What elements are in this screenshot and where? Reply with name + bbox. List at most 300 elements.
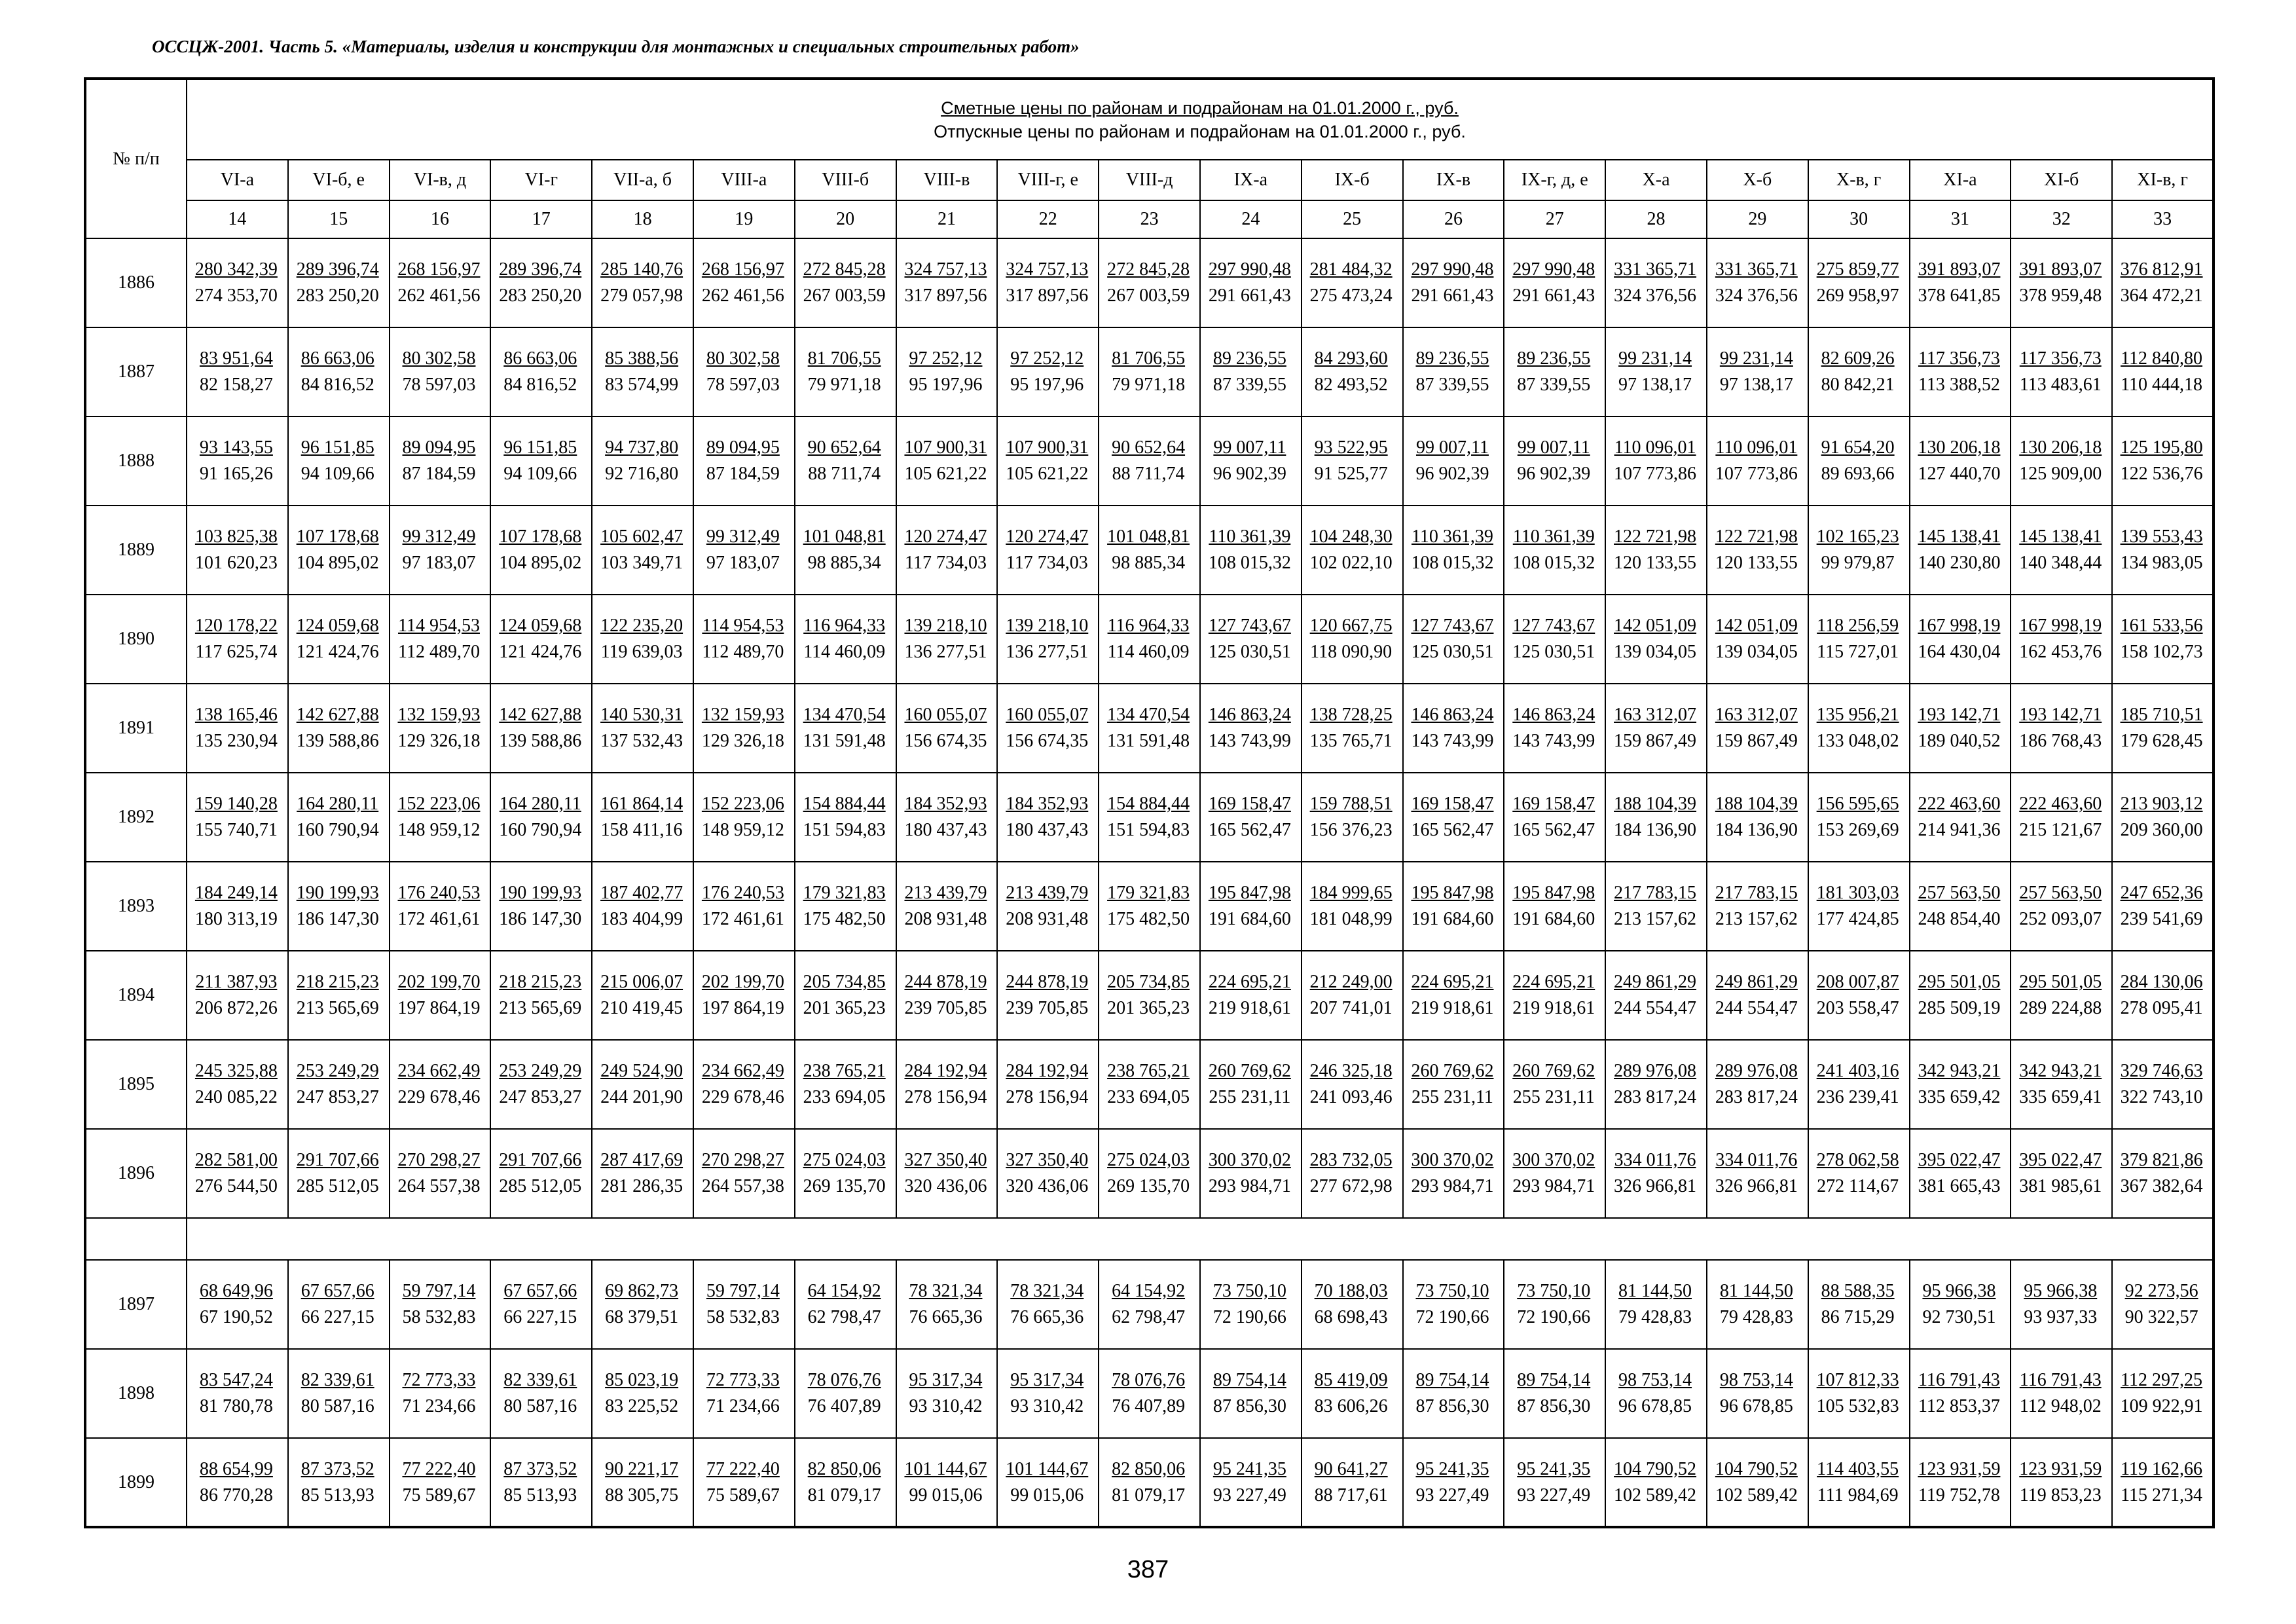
release-price: 93 937,33 <box>2024 1307 2098 1327</box>
price-cell <box>1302 327 1403 416</box>
release-price: 244 554,47 <box>1614 998 1697 1018</box>
price-cell <box>693 862 795 951</box>
release-price: 291 661,43 <box>1411 286 1494 306</box>
release-price: 62 798,47 <box>1112 1307 1186 1327</box>
price-cell <box>1808 327 1910 416</box>
price-cell <box>1808 684 1910 773</box>
estimate-price: 295 501,05 <box>2019 972 2102 992</box>
row-number: 1891 <box>85 684 187 773</box>
release-price: 229 678,46 <box>701 1087 784 1107</box>
estimate-price: 135 956,21 <box>1816 705 1899 725</box>
price-cell <box>1099 595 1200 684</box>
estimate-price: 119 162,66 <box>2121 1458 2203 1479</box>
estimate-price: 246 325,18 <box>1309 1061 1393 1081</box>
price-cell <box>490 1129 592 1218</box>
estimate-price: 72 773,33 <box>402 1370 476 1390</box>
release-price: 108 015,32 <box>1512 553 1595 573</box>
price-cell <box>592 1438 693 1527</box>
price-cell <box>1910 1349 2011 1438</box>
price-cell <box>1910 595 2011 684</box>
release-price: 291 661,43 <box>1208 286 1291 306</box>
estimate-price: 184 999,65 <box>1309 883 1393 903</box>
release-price: 175 482,50 <box>803 909 886 929</box>
price-cell <box>2011 684 2112 773</box>
estimate-price: 163 312,07 <box>1614 705 1697 725</box>
estimate-price: 184 352,93 <box>904 794 987 814</box>
price-cell <box>1707 1129 1808 1218</box>
release-price: 93 227,49 <box>1517 1485 1591 1505</box>
release-price: 239 705,85 <box>904 998 987 1018</box>
release-price: 87 184,59 <box>402 464 476 484</box>
price-cell <box>795 951 896 1040</box>
estimate-price: 300 370,02 <box>1208 1150 1291 1170</box>
price-cell <box>187 1438 288 1527</box>
estimate-price: 376 812,91 <box>2120 259 2203 280</box>
release-price: 81 079,17 <box>807 1485 881 1505</box>
district-header: X-в, г <box>1808 160 1910 200</box>
price-cell <box>997 506 1099 595</box>
price-cell <box>997 1438 1099 1527</box>
column-number: 14 <box>187 200 288 238</box>
price-cell <box>896 1260 998 1349</box>
price-cell <box>1707 416 1808 506</box>
price-cell <box>490 684 592 773</box>
estimate-price: 275 859,77 <box>1816 259 1899 280</box>
estimate-price: 205 734,85 <box>1107 972 1190 992</box>
estimate-price: 116 964,33 <box>803 616 886 636</box>
release-price: 277 672,98 <box>1309 1176 1393 1196</box>
estimate-price: 297 990,48 <box>1208 259 1291 280</box>
release-price: 269 958,97 <box>1816 286 1899 306</box>
release-price: 229 678,46 <box>397 1087 481 1107</box>
price-cell <box>1504 1129 1605 1218</box>
price-cell <box>187 238 288 327</box>
release-price: 378 641,85 <box>1918 286 2001 306</box>
estimate-price: 146 863,24 <box>1208 705 1291 725</box>
price-cell <box>2112 1349 2214 1438</box>
price-cell <box>1910 951 2011 1040</box>
estimate-price: 284 192,94 <box>1006 1061 1089 1081</box>
estimate-price: 215 006,07 <box>600 972 683 992</box>
blank-cell <box>187 1218 2214 1260</box>
district-header: XI-в, г <box>2112 160 2214 200</box>
table-row <box>85 1040 2214 1129</box>
release-price: 117 625,74 <box>195 642 278 662</box>
release-price: 262 461,56 <box>701 286 784 306</box>
price-cell <box>896 684 998 773</box>
column-number: 21 <box>896 200 998 238</box>
release-price: 281 286,35 <box>600 1176 683 1196</box>
release-price: 180 437,43 <box>1006 820 1089 840</box>
release-price: 93 227,49 <box>1415 1485 1489 1505</box>
release-price: 136 277,51 <box>904 642 987 662</box>
estimate-price: 391 893,07 <box>1918 259 2001 280</box>
price-cell <box>1403 327 1504 416</box>
table-row <box>85 506 2214 595</box>
estimate-price: 222 463,60 <box>2019 794 2102 814</box>
release-price: 78 597,03 <box>402 375 476 395</box>
release-price: 109 922,91 <box>2120 1396 2203 1416</box>
release-price: 184 136,90 <box>1614 820 1697 840</box>
estimate-price: 154 884,44 <box>803 794 886 814</box>
estimate-price: 77 222,40 <box>706 1458 780 1479</box>
price-cell <box>1099 506 1200 595</box>
estimate-price: 282 581,00 <box>194 1150 278 1170</box>
price-cell <box>490 595 592 684</box>
column-number: 28 <box>1605 200 1707 238</box>
row-number-header: № п/п <box>85 79 187 238</box>
price-cell <box>390 1129 491 1218</box>
release-price: 85 513,93 <box>301 1485 374 1505</box>
price-cell <box>592 1260 693 1349</box>
price-cell <box>1605 506 1707 595</box>
release-price: 274 353,70 <box>194 286 278 306</box>
price-cell <box>997 773 1099 862</box>
price-cell <box>795 327 896 416</box>
release-price: 96 902,39 <box>1517 464 1591 484</box>
estimate-price: 163 312,07 <box>1715 705 1798 725</box>
price-cell <box>693 1040 795 1129</box>
table-row <box>85 238 2214 327</box>
price-cell <box>390 1040 491 1129</box>
release-price: 87 856,30 <box>1212 1396 1286 1416</box>
release-price: 264 557,38 <box>397 1176 481 1196</box>
estimate-price: 291 707,66 <box>296 1150 379 1170</box>
price-cell <box>1504 1438 1605 1527</box>
price-cell <box>1099 1260 1200 1349</box>
release-price: 189 040,52 <box>1918 731 2001 751</box>
price-cell <box>1403 506 1504 595</box>
price-cell <box>1403 238 1504 327</box>
release-price: 88 711,74 <box>808 464 881 484</box>
column-number: 30 <box>1808 200 1910 238</box>
price-cell <box>490 327 592 416</box>
price-cell <box>187 1040 288 1129</box>
estimate-price: 94 737,80 <box>605 437 679 458</box>
estimate-price: 95 966,38 <box>1922 1281 1996 1301</box>
estimate-price: 159 140,28 <box>194 794 278 814</box>
release-price: 276 544,50 <box>194 1176 278 1196</box>
price-cell <box>1403 1438 1504 1527</box>
release-price: 86 715,29 <box>1821 1307 1895 1327</box>
price-cell <box>288 684 390 773</box>
release-price: 191 684,60 <box>1208 909 1291 929</box>
estimate-price: 187 402,77 <box>600 883 683 903</box>
price-cell <box>1504 951 1605 1040</box>
row-number: 1895 <box>85 1040 187 1129</box>
release-price: 153 269,69 <box>1816 820 1899 840</box>
estimate-price: 78 076,76 <box>807 1370 881 1390</box>
estimate-price: 275 024,03 <box>803 1150 886 1170</box>
row-number: 1892 <box>85 773 187 862</box>
estimate-price: 122 721,98 <box>1715 526 1798 547</box>
release-price: 283 250,20 <box>499 286 582 306</box>
estimate-price: 120 178,22 <box>194 616 278 636</box>
release-price: 215 121,67 <box>2019 820 2102 840</box>
release-price: 68 698,43 <box>1314 1307 1388 1327</box>
price-cell <box>288 1260 390 1349</box>
price-cell <box>997 595 1099 684</box>
release-price: 96 902,39 <box>1415 464 1489 484</box>
release-price: 378 959,48 <box>2019 286 2102 306</box>
estimate-price: 101 144,67 <box>1006 1458 1089 1479</box>
estimate-price: 99 231,14 <box>1719 348 1793 369</box>
estimate-price: 86 663,06 <box>503 348 577 369</box>
estimate-price: 297 990,48 <box>1411 259 1494 280</box>
price-cell <box>896 416 998 506</box>
estimate-price: 80 302,58 <box>706 348 780 369</box>
price-cell <box>1099 862 1200 951</box>
release-price: 112 853,37 <box>1918 1396 2000 1416</box>
release-price: 324 376,56 <box>1715 286 1798 306</box>
price-cell <box>1707 1438 1808 1527</box>
release-price: 208 931,48 <box>904 909 987 929</box>
price-cell <box>997 862 1099 951</box>
estimate-price: 114 954,53 <box>702 616 784 636</box>
estimate-price: 89 236,55 <box>1212 348 1286 369</box>
release-price: 66 227,15 <box>503 1307 577 1327</box>
price-cell <box>896 1438 998 1527</box>
price-cell <box>693 1438 795 1527</box>
estimate-price: 134 470,54 <box>803 705 886 725</box>
estimate-price: 90 221,17 <box>605 1458 679 1479</box>
estimate-price: 103 825,38 <box>194 526 278 547</box>
district-header: VII-а, б <box>592 160 693 200</box>
price-cell <box>1504 773 1605 862</box>
price-cell <box>1302 951 1403 1040</box>
column-number: 16 <box>390 200 491 238</box>
price-cell <box>1200 595 1302 684</box>
price-cell <box>1099 327 1200 416</box>
price-cell <box>1504 238 1605 327</box>
release-price: 165 562,47 <box>1411 820 1494 840</box>
estimate-price: 110 096,01 <box>1614 437 1696 458</box>
price-cell <box>1302 1129 1403 1218</box>
column-number: 22 <box>997 200 1099 238</box>
estimate-price: 68 649,96 <box>199 1281 273 1301</box>
price-cell <box>1099 416 1200 506</box>
estimate-price: 260 769,62 <box>1208 1061 1291 1081</box>
price-cell <box>2112 862 2214 951</box>
price-cell <box>1808 238 1910 327</box>
price-cell <box>1808 1129 1910 1218</box>
estimate-price: 99 312,49 <box>706 526 780 547</box>
price-cell <box>390 1349 491 1438</box>
price-cell <box>693 595 795 684</box>
estimate-price: 142 051,09 <box>1715 616 1798 636</box>
blank-cell <box>85 1218 187 1260</box>
release-price: 87 339,55 <box>1517 375 1591 395</box>
table-row <box>85 416 2214 506</box>
estimate-price: 134 470,54 <box>1107 705 1190 725</box>
release-price: 88 711,74 <box>1112 464 1185 484</box>
release-price: 131 591,48 <box>1107 731 1190 751</box>
estimate-price: 270 298,27 <box>397 1150 481 1170</box>
release-price: 94 109,66 <box>503 464 577 484</box>
release-price: 208 931,48 <box>1006 909 1089 929</box>
release-price: 114 460,09 <box>803 642 886 662</box>
estimate-price: 212 249,00 <box>1309 972 1393 992</box>
release-price: 76 665,36 <box>909 1307 983 1327</box>
estimate-price: 87 373,52 <box>503 1458 577 1479</box>
release-price: 160 790,94 <box>296 820 379 840</box>
column-number: 31 <box>1910 200 2011 238</box>
estimate-price: 140 530,31 <box>600 705 683 725</box>
release-price: 255 231,11 <box>1209 1087 1291 1107</box>
release-price: 112 489,70 <box>398 642 480 662</box>
price-cell <box>1808 1349 1910 1438</box>
release-price: 156 376,23 <box>1309 820 1393 840</box>
release-price: 236 239,41 <box>1816 1087 1899 1107</box>
estimate-price: 234 662,49 <box>701 1061 784 1081</box>
release-price: 283 817,24 <box>1715 1087 1798 1107</box>
release-price: 214 941,36 <box>1918 820 2001 840</box>
price-cell <box>2011 1129 2112 1218</box>
price-cell <box>2112 238 2214 327</box>
price-cell <box>1302 416 1403 506</box>
release-price: 181 048,99 <box>1309 909 1393 929</box>
release-price: 135 230,94 <box>194 731 278 751</box>
release-price: 272 114,67 <box>1817 1176 1899 1196</box>
release-price: 121 424,76 <box>499 642 582 662</box>
price-cell <box>390 951 491 1040</box>
release-price: 83 574,99 <box>605 375 679 395</box>
estimate-price: 59 797,14 <box>402 1281 476 1301</box>
price-cell <box>2112 951 2214 1040</box>
estimate-price: 90 641,27 <box>1314 1458 1388 1479</box>
price-cell <box>1302 862 1403 951</box>
release-price: 92 730,51 <box>1922 1307 1996 1327</box>
district-header: VI-г <box>490 160 592 200</box>
estimate-price: 218 215,23 <box>499 972 582 992</box>
price-cell <box>490 1260 592 1349</box>
price-cell <box>490 773 592 862</box>
release-price: 206 872,26 <box>194 998 278 1018</box>
price-cell <box>1910 862 2011 951</box>
estimate-price: 193 142,71 <box>1918 705 2001 725</box>
price-cell <box>1302 506 1403 595</box>
release-price: 76 407,89 <box>1112 1396 1186 1416</box>
release-price: 285 512,05 <box>296 1176 379 1196</box>
row-number: 1890 <box>85 595 187 684</box>
estimate-price: 287 417,69 <box>600 1150 683 1170</box>
release-price: 88 305,75 <box>605 1485 679 1505</box>
release-price: 139 034,05 <box>1715 642 1798 662</box>
price-cell <box>1200 506 1302 595</box>
estimate-price: 190 199,93 <box>499 883 582 903</box>
price-cell <box>1302 1260 1403 1349</box>
estimate-price: 164 280,11 <box>499 794 581 814</box>
estimate-price: 284 192,94 <box>904 1061 987 1081</box>
table-row <box>85 1129 2214 1218</box>
estimate-price: 205 734,85 <box>803 972 886 992</box>
estimate-price: 93 522,95 <box>1314 437 1388 458</box>
estimate-price: 120 667,75 <box>1309 616 1393 636</box>
estimate-price: 82 339,61 <box>301 1370 374 1390</box>
release-price: 186 147,30 <box>296 909 379 929</box>
price-cell <box>187 1349 288 1438</box>
district-header: IX-в <box>1403 160 1504 200</box>
price-cell <box>490 951 592 1040</box>
price-cell <box>1403 1349 1504 1438</box>
price-cell <box>1910 238 2011 327</box>
price-cell <box>1403 1260 1504 1349</box>
estimate-price: 70 188,03 <box>1314 1281 1388 1301</box>
price-cell <box>592 773 693 862</box>
price-cell <box>288 1438 390 1527</box>
release-price: 110 444,18 <box>2121 375 2203 395</box>
release-price: 89 693,66 <box>1821 464 1895 484</box>
price-cell <box>1605 327 1707 416</box>
release-price: 278 095,41 <box>2120 998 2203 1018</box>
price-cell <box>1200 862 1302 951</box>
release-price: 93 310,42 <box>1010 1396 1084 1416</box>
release-price: 99 015,06 <box>909 1485 983 1505</box>
release-price: 72 190,66 <box>1212 1307 1286 1327</box>
district-header: VI-б, е <box>288 160 390 200</box>
release-price: 95 197,96 <box>909 375 983 395</box>
district-header: IX-г, д, е <box>1504 160 1605 200</box>
price-cell <box>1403 595 1504 684</box>
estimate-price: 120 274,47 <box>904 526 987 547</box>
price-cell <box>1302 773 1403 862</box>
estimate-price: 84 293,60 <box>1314 348 1388 369</box>
release-price: 279 057,98 <box>600 286 683 306</box>
release-price: 87 339,55 <box>1212 375 1286 395</box>
estimate-price: 184 249,14 <box>194 883 278 903</box>
release-price: 79 428,83 <box>1719 1307 1793 1327</box>
release-price: 71 234,66 <box>706 1396 780 1416</box>
estimate-price: 132 159,93 <box>397 705 481 725</box>
release-price: 105 621,22 <box>1006 464 1089 484</box>
estimate-price: 142 627,88 <box>499 705 582 725</box>
release-price: 159 867,49 <box>1715 731 1798 751</box>
estimate-price: 188 104,39 <box>1715 794 1798 814</box>
release-price: 95 197,96 <box>1010 375 1084 395</box>
release-price: 125 030,51 <box>1208 642 1291 662</box>
price-cell <box>997 951 1099 1040</box>
estimate-price: 213 903,12 <box>2120 794 2203 814</box>
estimate-price: 176 240,53 <box>701 883 784 903</box>
estimate-price: 81 144,50 <box>1719 1281 1793 1301</box>
estimate-price: 193 142,71 <box>2019 705 2102 725</box>
price-cell <box>1605 595 1707 684</box>
estimate-price: 73 750,10 <box>1517 1281 1591 1301</box>
release-price: 219 918,61 <box>1411 998 1494 1018</box>
price-cell <box>2112 773 2214 862</box>
estimate-price: 146 863,24 <box>1411 705 1494 725</box>
price-cell <box>693 416 795 506</box>
price-cell <box>2112 506 2214 595</box>
release-price: 98 885,34 <box>807 553 881 573</box>
release-price: 72 190,66 <box>1415 1307 1489 1327</box>
column-number: 19 <box>693 200 795 238</box>
price-cell <box>693 773 795 862</box>
release-price: 82 158,27 <box>199 375 273 395</box>
estimate-price: 217 783,15 <box>1715 883 1798 903</box>
release-price: 160 790,94 <box>499 820 582 840</box>
district-header: IX-а <box>1200 160 1302 200</box>
release-price: 159 867,49 <box>1614 731 1697 751</box>
estimate-price: 139 218,10 <box>1006 616 1089 636</box>
estimate-price: 247 652,36 <box>2120 883 2203 903</box>
estimate-price: 82 850,06 <box>807 1458 881 1479</box>
blank-row <box>85 1218 2214 1260</box>
release-price: 244 554,47 <box>1715 998 1798 1018</box>
release-price: 293 984,71 <box>1208 1176 1291 1196</box>
release-price: 335 659,42 <box>1918 1087 2001 1107</box>
price-cell <box>1504 327 1605 416</box>
